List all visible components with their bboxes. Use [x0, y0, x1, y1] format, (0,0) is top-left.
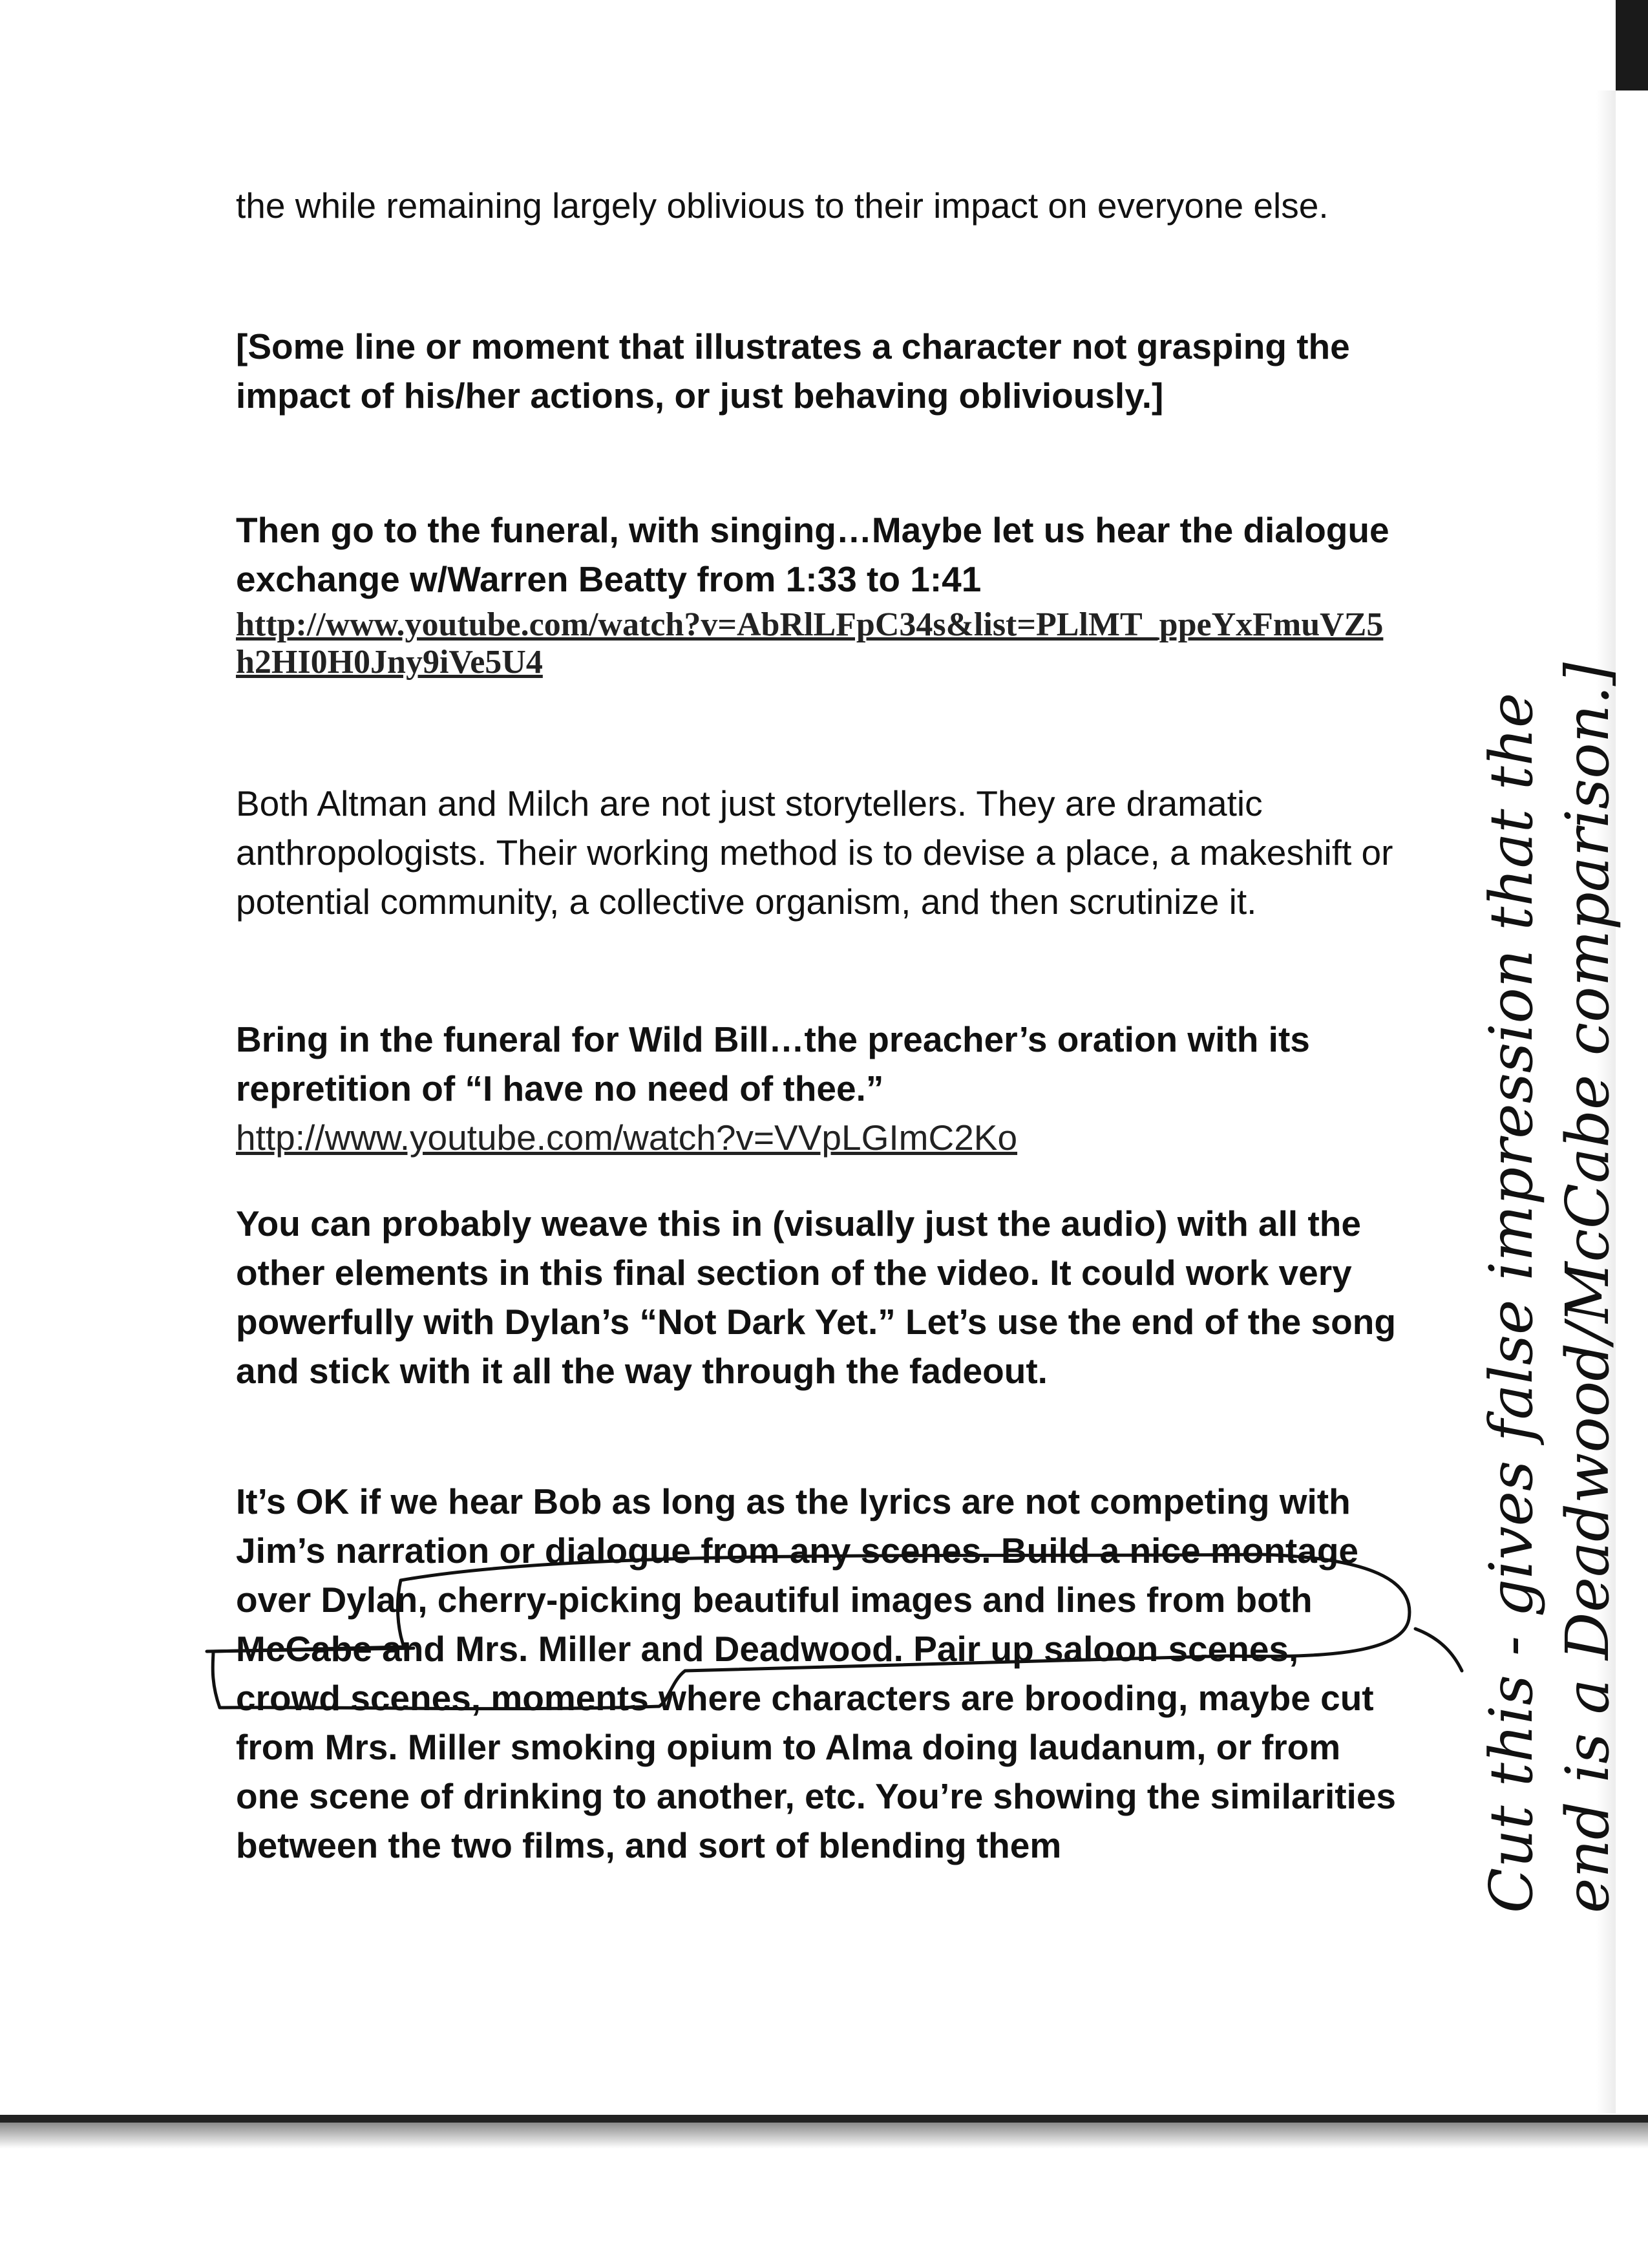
scan-edge-top-right	[1616, 0, 1648, 90]
arrow-to-margin-note	[1415, 1629, 1462, 1671]
paragraph-funeral-singing: Then go to the funeral, with singing…Maybe let us hear the dialogue exchange w/Warren Beatty from 1:33 to 1:41	[236, 510, 1389, 599]
paragraph-anthropologists: Both Altman and Milch are not just storytellers. They are dramatic anthropologists. Their working method is to devise a place, a makeshift or potential community, a collective organism, and then scrutinize it.	[236, 783, 1393, 922]
scan-bottom-edge	[0, 2115, 1648, 2123]
montage-intro-text: It’s OK if we hear Bob as long as the lyrics are not competing with Jim’s narration or dialogue from any scenes.	[236, 1481, 1351, 1571]
margin-handwritten-note	[1474, 491, 1626, 1913]
paragraph-oblivious: the while remaining largely oblivious to their impact on everyone else.	[236, 185, 1329, 226]
margin-note-line-2: end is a Deadwood/McCabe comparison.]	[1553, 662, 1622, 1913]
montage-pairing-text: Pair up saloon scenes, crowd scenes, moments where characters are brooding, maybe cut from Mrs. Miller smoking opium to Alma doing laudanum, or from one scene of drinking to another, etc. You’re showing the similarities between the two films, and sort of blending them	[236, 1629, 1396, 1865]
circled-montage-text: Build a nice montage over Dylan, cherry-picking beautiful images and lines from both McCabe and Mrs. Miller and Deadwood.	[236, 1531, 1359, 1669]
youtube-link-preacher[interactable]: http://www.youtube.com/watch?v=VVpLGImC2Ko	[236, 1118, 1018, 1158]
scan-bottom-shadow	[0, 2123, 1648, 2148]
paragraph-placeholder-note: [Some line or moment that illustrates a character not grasping the impact of his/her actions, or just behaving obliviously.]	[236, 326, 1350, 416]
paragraph-montage	[236, 1477, 1412, 1870]
youtube-link-beatty[interactable]: http://www.youtube.com/watch?v=AbRlLFpC34s&list=PLlMT_ppeYxFmuVZ5h2HI0H0Jny9iVe5U4	[236, 606, 1384, 681]
paragraph-not-dark-yet: You can probably weave this in (visually just the audio) with all the other elements in this final section of the video. It could work very powerfully with Dylan’s “Not Dark Yet.” Let’s use the end of the song and stick with it all the way through the fadeout.	[236, 1203, 1396, 1391]
paragraph-wild-bill-funeral: Bring in the funeral for Wild Bill…the preacher’s oration with its repretition of “I have no need of thee.”	[236, 1019, 1310, 1108]
margin-note-line-1: Cut this - gives false impression that the	[1477, 692, 1546, 1913]
